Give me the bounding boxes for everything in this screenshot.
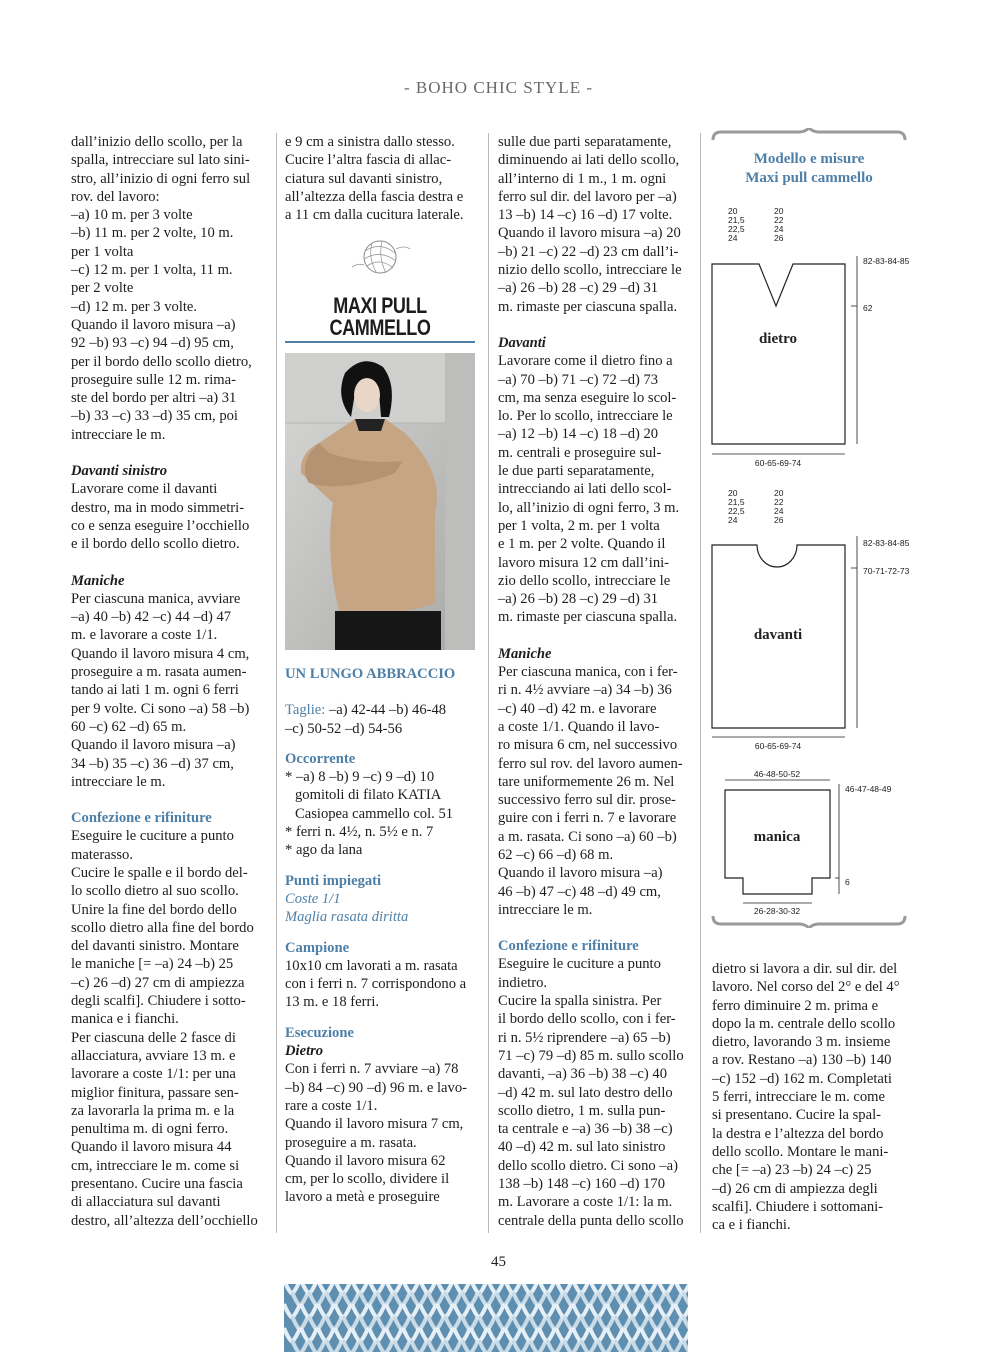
text-line: per 1 volta	[71, 243, 134, 260]
text-line: 13 –b) 14 –c) 16 –d) 17 volte.	[498, 207, 673, 224]
column-2-info	[285, 665, 475, 1207]
text-line: di allacciatura sul davanti	[71, 1194, 221, 1211]
text-line: Per ciascuna delle 2 fasce di	[71, 1029, 236, 1046]
text-line: 60 –c) 62 –d) 65 m.	[71, 718, 187, 735]
text-line: sulle due parti separatamente,	[498, 134, 672, 150]
text-line: dello scollo. Montare le mani-	[712, 1143, 889, 1160]
text-line: a coste 1/1. Quando il lavo-	[498, 718, 660, 735]
dietro-diagram	[712, 206, 910, 468]
text-line: la destra e l’altezza del bordo	[712, 1125, 884, 1142]
text-line: ca e i fianchi.	[712, 1217, 791, 1234]
text-line: e 1 m. per 2 volte. Quando il	[498, 536, 666, 553]
text-line: Per ciascuna manica, con i fer-	[498, 664, 678, 681]
text-line: spalla, intrecciare sul lato sini-	[71, 152, 250, 169]
svg-text:20: 20	[728, 206, 738, 216]
text-line: proseguire a m. rasata aumen-	[71, 664, 247, 681]
svg-text:6: 6	[845, 877, 850, 887]
text-line: ta centrale e –a) 36 –b) 38 –c)	[498, 1121, 673, 1138]
text-line: cm, intrecciare le m. come si	[71, 1157, 240, 1174]
text-line: 40 –d) 42 m. sul lato sinistro	[498, 1139, 666, 1156]
occorrente-list	[285, 768, 475, 859]
svg-text:20: 20	[728, 488, 738, 498]
text-line: Quando il lavoro misura 4 cm,	[71, 645, 250, 662]
schematic-panel	[705, 128, 913, 928]
svg-text:60-65-69-74: 60-65-69-74	[754, 741, 802, 751]
text-line: –a) 40 –b) 42 –c) 44 –d) 47	[71, 609, 232, 626]
text-line: m. e lavorare a coste 1/1.	[71, 627, 218, 644]
col3-paragraph-3	[498, 663, 688, 919]
page-number: 45	[491, 1254, 506, 1270]
text-line: penultima m. di ogni ferro.	[71, 1121, 229, 1138]
col1-paragraph-1	[71, 133, 261, 444]
text-line: lavoro a metà e proseguire	[285, 1189, 440, 1206]
yarn-ball-icon	[350, 237, 412, 277]
text-line: tare uniformemente 26 m. Nel	[498, 773, 675, 790]
heading-campione: Campione	[285, 939, 350, 956]
text-line: miglior finitura, passare sen-	[71, 1084, 239, 1101]
text-line: Per ciascuna manica, avviare	[71, 590, 241, 607]
text-line: destro, all’altezza dell’occhiello	[71, 1212, 258, 1229]
svg-text:70-71-72-73: 70-71-72-73	[863, 566, 910, 576]
text-line: dall’inizio dello scollo, per la	[71, 134, 243, 150]
text-line: 71 –c) 79 –d) 85 m. sullo scollo	[498, 1047, 684, 1064]
text-line: diminuendo ai lati dello scollo,	[498, 152, 680, 169]
text-line: 34 –b) 35 –c) 36 –d) 37 cm,	[71, 755, 234, 772]
text-line: degli scalfi]. Chiudere i sotto-	[71, 993, 246, 1010]
heading-esecuzione: Esecuzione	[285, 1024, 354, 1041]
text-line: intrecciare le m.	[71, 773, 166, 790]
text-line: proseguire a m. rasata.	[285, 1134, 417, 1151]
subtitle: UN LUNGO ABBRACCIO	[285, 666, 456, 682]
text-line: 46 –b) 47 –c) 48 –d) 49 cm,	[498, 883, 661, 900]
svg-text:24: 24	[728, 233, 738, 243]
svg-text:26-28-30-32: 26-28-30-32	[753, 906, 801, 916]
text-line: che [= –a) 23 –b) 24 –c) 25	[712, 1162, 872, 1179]
text-line: ferro diminuire 2 m. prima e	[712, 997, 879, 1014]
svg-text:21,5: 21,5	[728, 497, 745, 507]
text-line: Quando il lavoro misura 62	[285, 1152, 446, 1169]
text-line: centrale della punta dello scollo	[498, 1212, 684, 1229]
text-line: Quando il lavoro misura 7 cm,	[285, 1116, 464, 1133]
svg-text:manica: manica	[753, 829, 801, 845]
campione-text	[285, 957, 475, 1012]
text-line: 10x10 cm lavorati a m. rasata	[285, 957, 458, 974]
svg-text:20: 20	[774, 206, 784, 216]
svg-text:dietro: dietro	[758, 331, 798, 347]
svg-text:davanti: davanti	[753, 627, 803, 643]
text-line: –b) 21 –c) 22 –d) 23 cm dall’i-	[498, 243, 679, 260]
model-photo	[285, 353, 475, 650]
text-line: lavorare a coste 1/1: per una	[71, 1066, 236, 1083]
text-line: Cucire le spalle e il bordo del-	[71, 864, 248, 881]
text-line: –a) 10 m. per 3 volte	[71, 207, 193, 224]
svg-text:21,5: 21,5	[728, 215, 745, 225]
text-line: –d) 42 m. sul lato destro dello	[498, 1084, 673, 1101]
text-line: ferro sul dir. del lavoro per –a)	[498, 188, 677, 205]
text-line: intrecciando ai lati dello scol-	[498, 481, 672, 498]
text-line: a 11 cm dalla cucitura laterale.	[285, 207, 464, 224]
text-line: Con i ferri n. 7 avviare –a) 78	[285, 1061, 459, 1078]
text-line: stro, all’inizio di ogni ferro sul	[71, 170, 251, 187]
text-line: davanti, –a) 36 –b) 38 –c) 40	[498, 1066, 667, 1083]
text-line: dietro, lavorando 3 m. insieme	[712, 1034, 891, 1051]
text-line: Unire la fine del bordo dello	[71, 901, 237, 918]
text-line: del davanti sinistro. Montare	[71, 938, 239, 955]
text-line: rov. del lavoro:	[71, 188, 160, 205]
text-line: za lavorarla la prima m. e la	[71, 1102, 235, 1119]
text-line: –a) 70 –b) 71 –c) 72 –d) 73	[498, 371, 659, 388]
heading-confezione-2: Confezione e rifiniture	[498, 938, 639, 955]
text-line: m. centrali e proseguire sul-	[498, 444, 662, 461]
heading-maniche-2: Maniche	[498, 645, 552, 662]
davanti-diagram	[712, 488, 910, 751]
text-line: ri n. 4½ avviare –a) 34 –b) 36	[498, 682, 672, 699]
text-line: rare a coste 1/1.	[285, 1097, 378, 1114]
svg-text:22,5: 22,5	[728, 506, 745, 516]
heading-occorrente: Occorrente	[285, 750, 356, 767]
svg-text:24: 24	[774, 224, 784, 234]
text-line: ro misura 6 cm, nel successivo	[498, 737, 678, 754]
text-line: ferro sul rov. del lavoro aumen-	[498, 755, 683, 772]
column-1	[71, 133, 261, 1230]
text-line: scollo dietro alla fine del bordo	[71, 919, 254, 936]
col4-paragraph	[712, 960, 904, 1234]
text-line: Quando il lavoro misura –a)	[71, 737, 236, 754]
text-line: intrecciare le m.	[498, 901, 593, 918]
text-line: m. rimaste per ciascuna spalla.	[498, 298, 678, 315]
text-line: Eseguire le cuciture a punto	[71, 828, 234, 845]
panel-bottom-bracket	[713, 916, 905, 928]
svg-text:22,5: 22,5	[728, 224, 745, 234]
column-rule	[488, 133, 489, 1233]
text-line: per il bordo dello scollo dietro,	[71, 353, 252, 370]
text-line: presentano. Cucire una fascia	[71, 1176, 243, 1193]
text-line: Lavorare come il dietro fino a	[498, 353, 673, 370]
text-line: –b) 11 m. per 2 volte, 10 m.	[71, 225, 234, 242]
text-line: ciatura sul davanti sinistro,	[285, 170, 443, 187]
text-line: materasso.	[71, 846, 134, 863]
text-line: lo. Per lo scollo, intrecciare le	[498, 408, 673, 425]
col3-paragraph-4	[498, 955, 688, 1229]
text-line: –d) 12 m. per 3 volte.	[71, 298, 198, 315]
text-line: e il bordo dello scollo dietro.	[71, 536, 240, 553]
panel-top-bracket	[713, 128, 905, 140]
svg-text:22: 22	[774, 497, 784, 507]
heading-davanti: Davanti	[498, 334, 546, 351]
col3-paragraph-1	[498, 133, 688, 316]
punto-coste: Coste 1/1	[285, 890, 341, 907]
text-line: m. Lavorare a coste 1/1: la m.	[498, 1194, 673, 1211]
text-line: –c) 152 –d) 162 m. Completati	[712, 1070, 892, 1087]
col1-paragraph-2	[71, 480, 261, 553]
text-line: scollo dietro, 1 m. sulla pun-	[498, 1102, 666, 1119]
punto-rasata: Maglia rasata diritta	[285, 909, 409, 926]
text-line: lo scollo dietro al suo scollo.	[71, 883, 239, 900]
article-title: MAXI PULL CAMMELLO	[329, 293, 431, 340]
text-line: Quando il lavoro misura –a)	[498, 865, 663, 882]
text-line: manica e i fianchi.	[71, 1011, 179, 1028]
text-line: il bordo dello scollo, con i fer-	[498, 1011, 676, 1028]
column-rule	[700, 133, 701, 1233]
text-line: le maniche [= –a) 24 –b) 25	[71, 956, 234, 973]
running-header: - BOHO CHIC STYLE -	[404, 78, 593, 97]
svg-text:24: 24	[774, 506, 784, 516]
svg-text:60-65-69-74: 60-65-69-74	[754, 458, 802, 468]
text-line: 62 –c) 66 –d) 68 m.	[498, 846, 614, 863]
taglie-2: –c) 50-52 –d) 54-56	[285, 720, 403, 737]
text-line: Quando il lavoro misura –a)	[71, 316, 236, 333]
svg-text:22: 22	[774, 215, 784, 225]
heading-dietro: Dietro	[285, 1043, 324, 1060]
text-line: allacciatura, avviare 13 m. e	[71, 1047, 236, 1064]
svg-text:20: 20	[774, 488, 784, 498]
text-line: proseguire sulle 12 m. rima-	[71, 371, 236, 388]
knit-texture	[284, 1284, 688, 1352]
text-line: –c) 12 m. per 1 volta, 11 m.	[71, 262, 233, 279]
panel-title-2: Maxi pull cammello	[745, 170, 873, 186]
text-line: per 9 volte. Ci sono –a) 58 –b)	[71, 700, 250, 717]
text-line: le due parti separatamente,	[498, 463, 655, 480]
text-line: ste del bordo per altri –a) 31	[71, 390, 237, 407]
svg-text:62: 62	[863, 303, 873, 313]
text-line: intrecciare le m.	[71, 426, 166, 443]
text-line: 92 –b) 93 –c) 94 –d) 95 cm,	[71, 335, 234, 352]
dietro-text	[285, 1060, 475, 1206]
text-line: per 2 volte	[71, 280, 134, 297]
text-line: indietro.	[498, 974, 548, 991]
text-line: si presentano. Cucire la spal-	[712, 1107, 881, 1124]
heading-davanti-sinistro: Davanti sinistro	[71, 463, 168, 480]
text-line: lo, all’inizio di ogni ferro, 3 m.	[498, 499, 680, 516]
col1-paragraph-3	[71, 590, 261, 791]
text-line: zio dello scollo, intrecciare le	[498, 572, 671, 589]
text-line: con i ferri n. 7 corrispondono a	[285, 976, 467, 993]
text-line: cm, ma senza eseguire lo scol-	[498, 389, 677, 406]
text-line: nizio dello scollo, intrecciare le	[498, 262, 682, 279]
heading-confezione: Confezione e rifiniture	[71, 810, 212, 827]
text-line: scalfi]. Chiudere i sottomani-	[712, 1198, 884, 1215]
svg-text:26: 26	[774, 515, 784, 525]
text-line: all’altezza della fascia destra e	[285, 188, 464, 205]
text-line: dopo la m. centrale dello scollo	[712, 1015, 896, 1032]
text-line: guire con i ferri n. 7 e lavorare	[498, 810, 677, 827]
col3-paragraph-2	[498, 352, 688, 626]
svg-text:46-47-48-49: 46-47-48-49	[845, 784, 892, 794]
heading-maniche: Maniche	[71, 572, 125, 589]
text-line: Quando il lavoro misura –a) 20	[498, 225, 681, 242]
text-line: co e senza eseguire l’occhiello	[71, 517, 250, 534]
text-line: per 1 volta, 2 m. per 1 volta	[498, 517, 660, 534]
text-line: m. rimaste per ciascuna spalla.	[498, 609, 678, 626]
text-line: gomitoli di filato KATIA	[295, 787, 442, 804]
svg-text:82-83-84-85: 82-83-84-85	[863, 256, 910, 266]
title-underline	[285, 341, 475, 343]
text-line: Eseguire le cuciture a punto	[498, 956, 661, 973]
text-line: * ago da lana	[285, 842, 363, 859]
text-line: 138 –b) 148 –c) 160 –d) 170	[498, 1176, 665, 1193]
text-line: * –a) 8 –b) 9 –c) 9 –d) 10	[285, 769, 435, 786]
text-line: successivo ferro sul dir. prose-	[498, 792, 676, 809]
text-line: Lavorare come il davanti	[71, 481, 218, 498]
text-line: destro, ma in modo simmetri-	[71, 499, 245, 516]
text-line: –c) 40 –d) 42 m. e lavorare	[498, 700, 657, 717]
col1-paragraph-4	[71, 827, 261, 1230]
text-line: Cucire l’altra fascia di allac-	[285, 152, 452, 169]
text-line: –a) 26 –b) 28 –c) 29 –d) 31	[498, 591, 659, 608]
column-3	[498, 133, 688, 1230]
svg-text:82-83-84-85: 82-83-84-85	[863, 538, 910, 548]
text-line: –b) 33 –c) 33 –d) 35 cm, poi	[71, 408, 238, 425]
column-2-top	[285, 133, 475, 224]
text-line: cm, per lo scollo, dividere il	[285, 1171, 450, 1188]
text-line: lavoro. Nel corso del 2° e del 4°	[712, 979, 900, 996]
col2-paragraph-1	[285, 133, 475, 224]
text-line: –d) 26 cm di ampiezza degli	[712, 1180, 878, 1197]
column-rule	[276, 133, 277, 1233]
text-line: dello scollo dietro. Ci sono –a)	[498, 1157, 678, 1174]
text-line: a m. rasata. Ci sono –a) 60 –b)	[498, 828, 677, 845]
heading-punti: Punti impiegati	[285, 872, 382, 889]
text-line: * ferri n. 4½, n. 5½ e n. 7	[285, 824, 434, 841]
manica-diagram	[725, 769, 892, 916]
text-line: 13 m. e 18 ferri.	[285, 994, 380, 1011]
text-line: e 9 cm a sinistra dallo stesso.	[285, 134, 455, 150]
text-line: tando ai lati 1 m. ogni 6 ferri	[71, 682, 239, 699]
text-line: 5 ferri, intrecciare le m. come	[712, 1089, 886, 1106]
svg-text:24: 24	[728, 515, 738, 525]
text-line: Casiopea cammello col. 51	[295, 805, 454, 822]
text-line: Quando il lavoro misura 44	[71, 1139, 232, 1156]
text-line: –a) 12 –b) 14 –c) 18 –d) 20	[498, 426, 659, 443]
text-line: ri n. 5½ riprendere –a) 65 –b)	[498, 1029, 671, 1046]
text-line: a rov. Restano –a) 130 –b) 140	[712, 1052, 892, 1069]
text-line: dietro si lavora a dir. sul dir. del	[712, 961, 898, 977]
text-line: –c) 26 –d) 27 cm di ampiezza	[71, 974, 245, 991]
svg-text:26: 26	[774, 233, 784, 243]
column-4	[712, 960, 904, 1234]
taglie: Taglie: –a) 42-44 –b) 46-48	[285, 702, 447, 719]
text-line: all’interno di 1 m., 1 m. ogni	[498, 170, 667, 187]
text-line: –a) 26 –b) 28 –c) 29 –d) 31	[498, 280, 659, 297]
text-line: –b) 84 –c) 90 –d) 96 m. e lavo-	[285, 1079, 467, 1096]
svg-text:46-48-50-52: 46-48-50-52	[753, 769, 801, 779]
panel-title-1: Modello e misure	[753, 151, 865, 167]
text-line: lavoro misura 12 cm dall’ini-	[498, 554, 670, 571]
text-line: Cucire la spalla sinistra. Per	[498, 993, 662, 1010]
